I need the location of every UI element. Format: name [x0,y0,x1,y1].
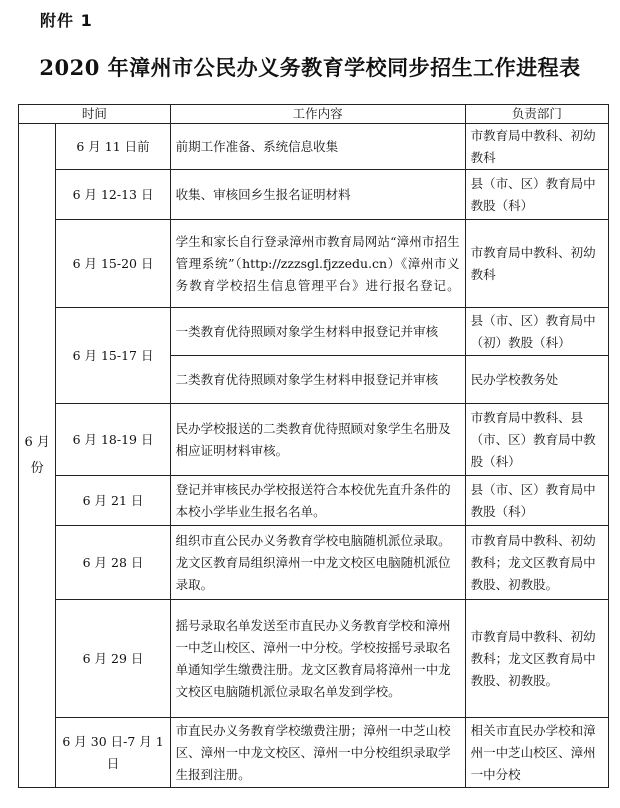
month-cell [19,124,56,788]
table-row [19,404,609,476]
content-cell: 民办学校报送的二类教育优待照顾对象学生名册及相应证明材料审核。 [170,404,465,476]
dept-cell: 县（市、区）教育局中（初）教股（科） [465,308,608,356]
date-cell: 6 月 29 日 [56,600,170,718]
content-cell: 市直民办义务教育学校缴费注册；漳州一中芝山校区、漳州一中龙文校区、漳州一中分校组织录取学生报到注册。 [170,718,465,788]
dept-cell: 市教育局中教科、初幼教科 [465,124,608,170]
dept-cell: 市教育局中教科、县（市、区）教育局中教股（科） [465,404,608,476]
date-cell: 6 月 15-20 日 [56,220,170,308]
content-cell: 组织市直公民办义务教育学校电脑随机派位录取。龙文区教育局组织漳州一中龙文校区电脑随机派位录取。 [170,526,465,600]
dept-cell: 县（市、区）教育局中教股（科） [465,476,608,526]
dept-cell: 市教育局中教科、初幼教科；龙文区教育局中教股、初教股。 [465,526,608,600]
table-row [19,526,609,600]
content-cell: 一类教育优待照顾对象学生材料申报登记并审核 [170,308,465,356]
header-content: 工作内容 [170,105,465,124]
date-cell: 6 月 30 日-7 月 1 日 [56,718,170,788]
date-cell: 6 月 12-13 日 [56,170,170,220]
dept-cell: 民办学校教务处 [465,356,608,404]
header-dept: 负责部门 [465,105,608,124]
table-row [19,170,609,220]
content-cell: 二类教育优待照顾对象学生材料申报登记并审核 [170,356,465,404]
attachment-label: 附件 1 [40,11,93,30]
date-cell: 6 月 11 日前 [56,124,170,170]
header-time: 时间 [19,105,171,124]
table-row [19,718,609,788]
dept-cell: 市教育局中教科、初幼教科；龙文区教育局中教股、初教股。 [465,600,608,718]
page-title: 2020 年漳州市公民办义务教育学校同步招生工作进程表 [39,55,581,80]
table-row [19,308,609,356]
content-cell: 登记并审核民办学校报送符合本校优先直升条件的本校小学毕业生报名名单。 [170,476,465,526]
content-cell: 前期工作准备、系统信息收集 [170,124,465,170]
date-cell: 6 月 21 日 [56,476,170,526]
content-cell: 摇号录取名单发送至市直民办义务教育学校和漳州一中芝山校区、漳州一中分校。学校按摇号录取名单通知学生缴费注册。龙文区教育局将漳州一中龙文校区电脑随机派位录取名单发到学校。 [170,600,465,718]
date-cell: 6 月 18-19 日 [56,404,170,476]
content-cell: 学生和家长自行登录漳州市教育局网站“漳州市招生管理系统”（http://zzzsgl.fjzzedu.cn）《漳州市义务教育学校招生信息管理平台》进行报名登记。 [170,220,465,308]
month-label: 6 月份 [24,434,50,476]
table-row [19,476,609,526]
content-cell: 收集、审核回乡生报名证明材料 [170,170,465,220]
date-cell: 6 月 28 日 [56,526,170,600]
date-cell: 6 月 15-17 日 [56,308,170,404]
table-row [19,220,609,308]
table-header-row [19,105,609,124]
table-row [19,600,609,718]
dept-cell: 县（市、区）教育局中教股（科） [465,170,608,220]
dept-cell: 相关市直民办学校和漳州一中芝山校区、漳州一中分校 [465,718,608,788]
dept-cell: 市教育局中教科、初幼教科 [465,220,608,308]
table-row [19,124,609,170]
schedule-table [18,104,609,788]
